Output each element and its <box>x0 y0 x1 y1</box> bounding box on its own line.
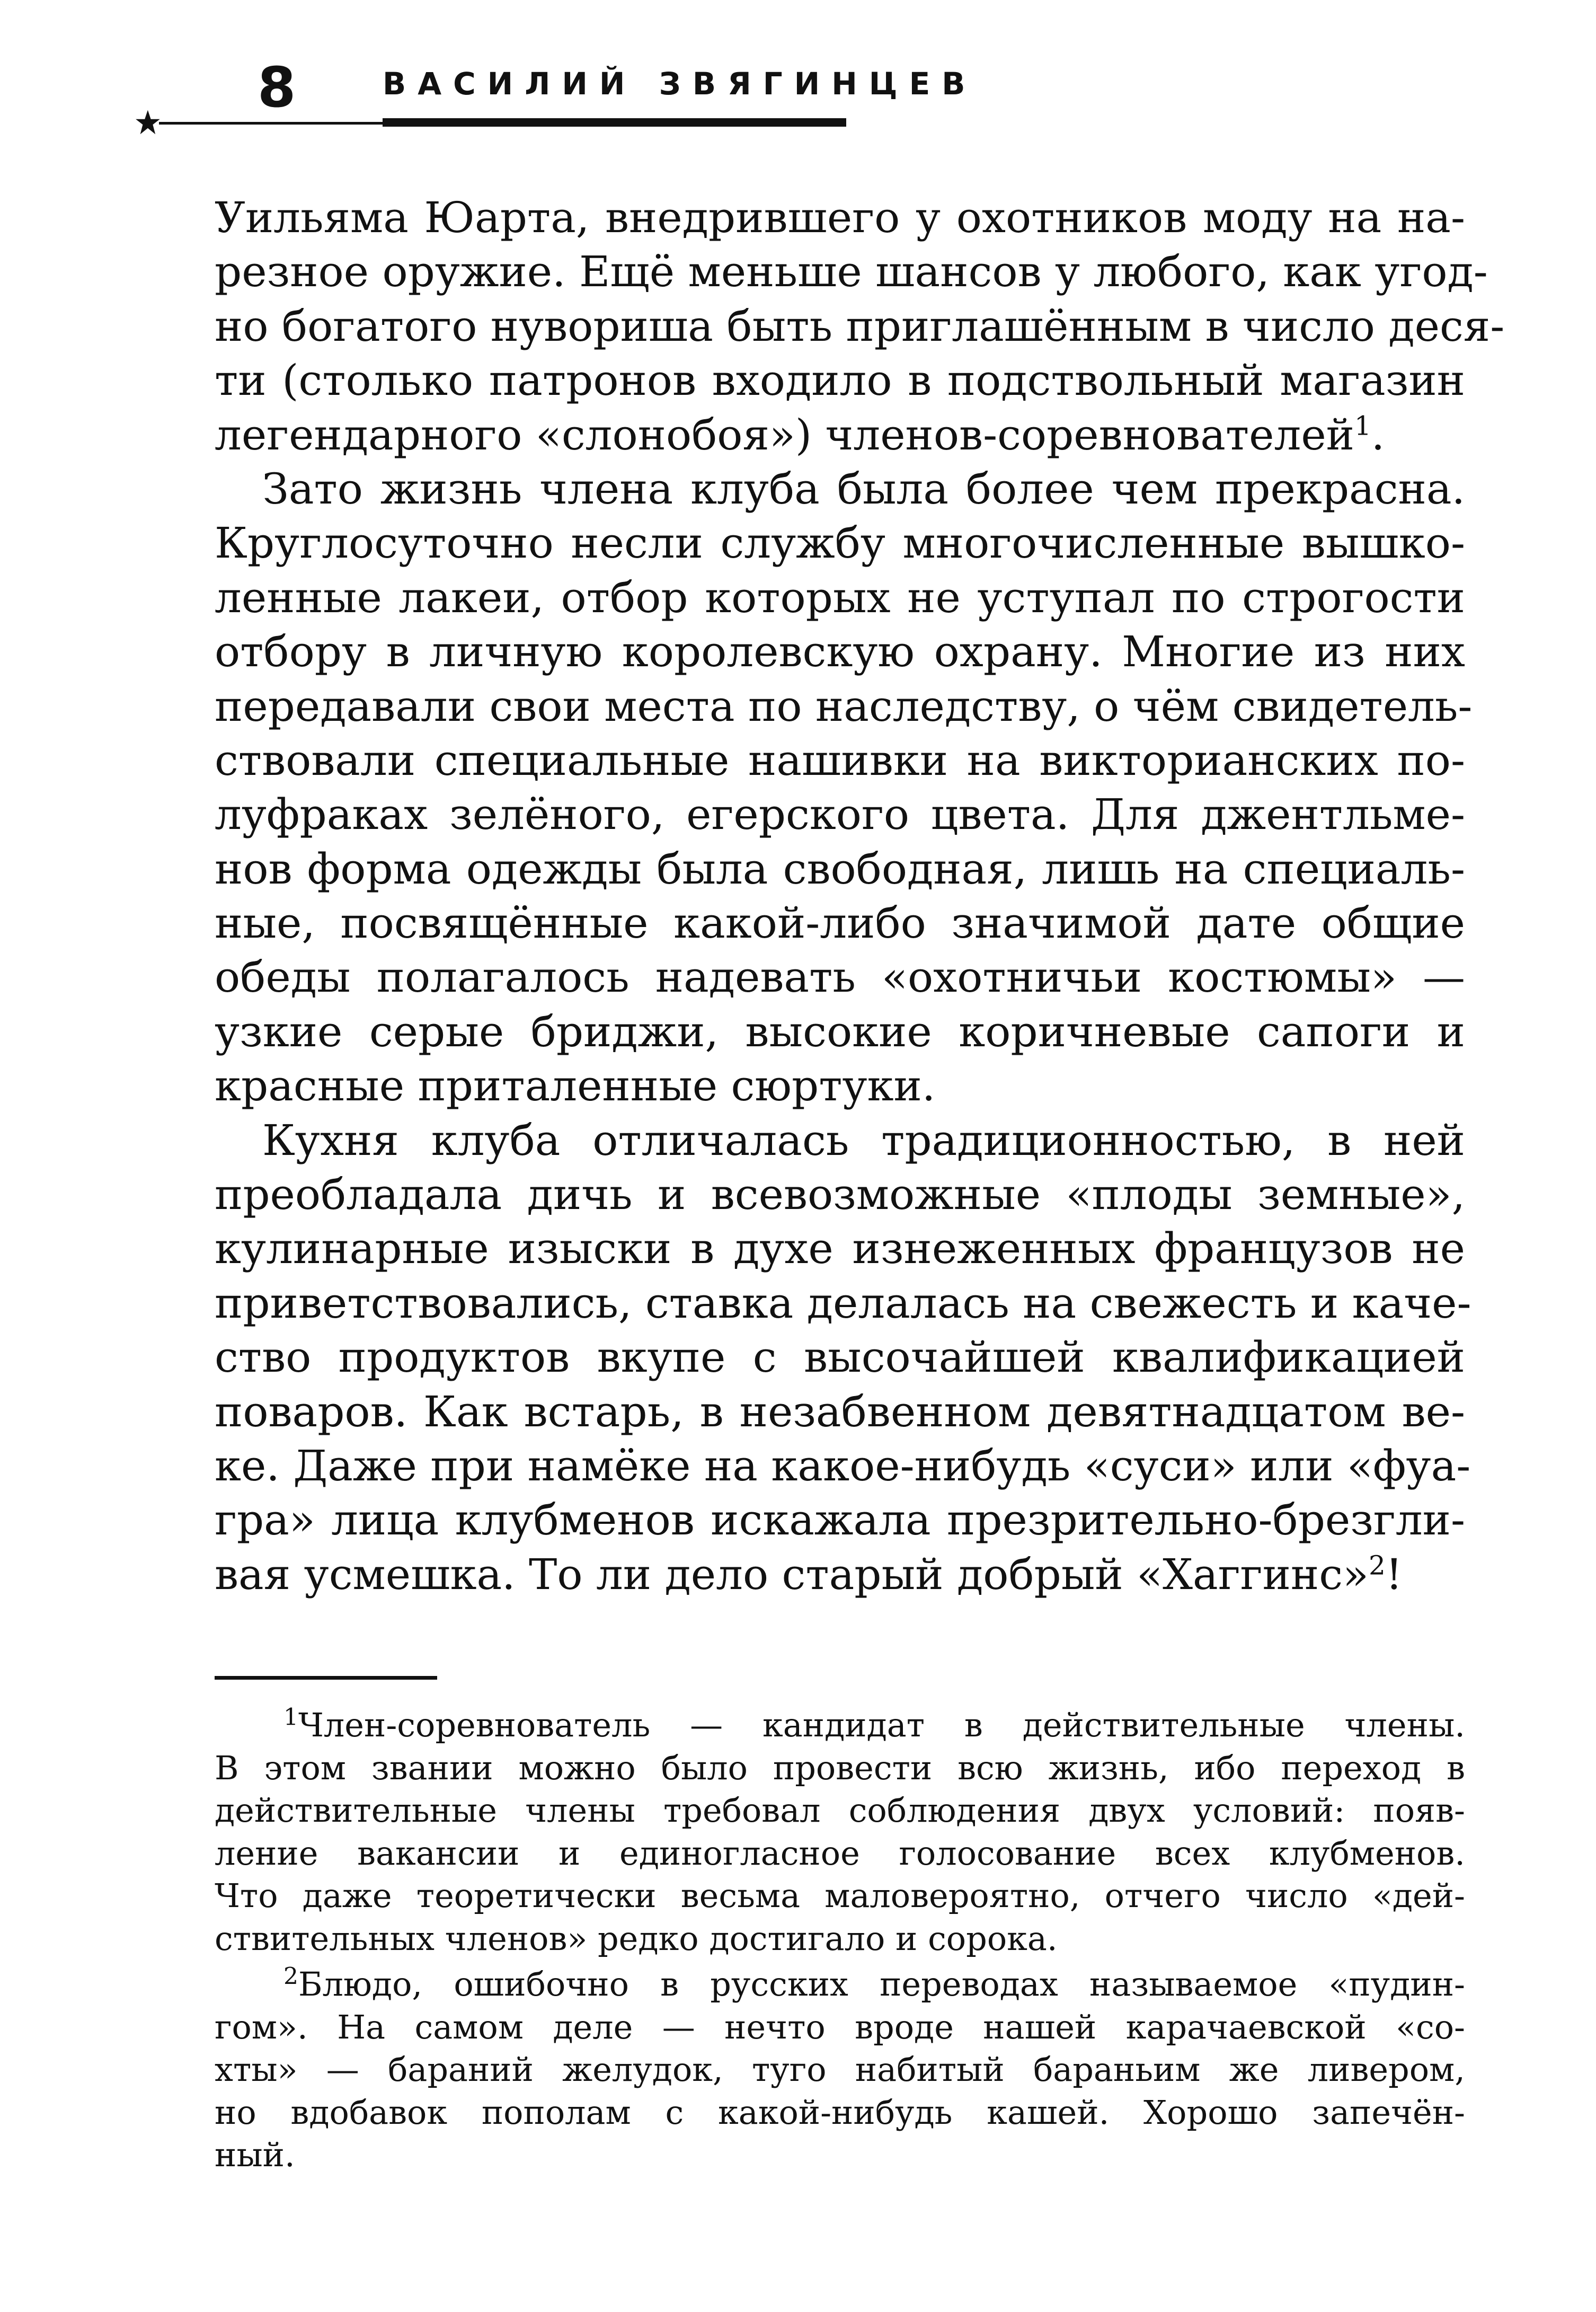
footnote-line: В этом звании можно было провести всю жизнь, ибо переход в <box>215 1748 1465 1787</box>
text-line <box>215 1548 1465 1602</box>
text-line: приветствовались, ставка делалась на свежесть и каче- <box>215 1278 1471 1328</box>
footnote-ref-1: 1 <box>1354 410 1371 441</box>
text-line: но богатого нувориша быть приглашённым в число деся- <box>215 301 1505 351</box>
text-line: Зато жизнь члена клуба была более чем прекрасна. <box>262 464 1465 514</box>
text-line: обеды полагалось надевать «охотничьи костюмы» — <box>215 952 1465 1002</box>
text-line: Кухня клуба отличалась традиционностью, в ней <box>262 1115 1465 1165</box>
footnote-rule <box>215 1676 437 1680</box>
text-line: поваров. Как встарь, в незабвенном девятнадцатом ве- <box>215 1387 1465 1436</box>
text-line <box>215 408 1465 462</box>
text-line: Уильяма Юарта, внедрившего у охотников моду на на- <box>215 193 1465 242</box>
header-rule <box>159 122 456 125</box>
footnote-line: Что даже теоретически весьма маловероятно, отчего число «дей- <box>215 1876 1465 1915</box>
text-line: узкие серые бриджи, высокие коричневые сапоги и <box>215 1007 1465 1056</box>
text-line: ство продуктов вкупе с высочайшей квалификацией <box>215 1333 1465 1382</box>
footnote-1 <box>215 1704 1465 1960</box>
text-line: ствовали специальные нашивки на викторианских по- <box>215 735 1465 785</box>
text-line: красные приталенные сюртуки. <box>215 1061 936 1111</box>
running-head-author: ВАСИЛИЙ ЗВЯГИНЦЕВ <box>383 66 977 102</box>
text-line: нов форма одежды была свободная, лишь на специаль- <box>215 844 1465 894</box>
footnote-line-content: Член-соревнователь — кандидат в действительные члены. <box>298 1706 1465 1744</box>
body-text <box>215 191 1505 1602</box>
star-icon <box>136 110 160 135</box>
text-line: резное оружие. Ещё меньше шансов у любого, как угод- <box>215 247 1488 297</box>
footnote-line-content: Блюдо, ошибочно в русских переводах называемое «пудин- <box>298 1965 1465 2004</box>
footnote-line: хты» — бараний желудок, туго набитый бараньим же ливером, <box>215 2050 1465 2089</box>
page-number: 8 <box>258 55 296 120</box>
footnote-line: ствительных членов» редко достигало и сорока. <box>215 1919 1058 1958</box>
footnote-line: ный. <box>215 2135 295 2174</box>
text-line: ти (столько патронов входило в подствольный магазин <box>215 356 1465 405</box>
paragraph-2 <box>215 462 1473 1114</box>
text-line-content: легендарного «слонобоя») членов-соревнователей <box>215 410 1354 460</box>
text-line: отбору в личную королевскую охрану. Многие из них <box>215 627 1465 677</box>
star-rule <box>132 106 461 143</box>
text-line-tail: . <box>1371 410 1385 460</box>
footnotes <box>215 1704 1465 2177</box>
footnote-line: но вдобавок пополам с какой-нибудь кашей. Хорошо запечён- <box>215 2093 1465 2132</box>
footnote-line <box>215 1704 1465 1747</box>
text-line: Круглосуточно несли службу многочисленные вышко- <box>215 518 1465 568</box>
footnote-2 <box>215 1963 1465 2177</box>
footnote-line: гом». На самом деле — нечто вроде нашей карачаевской «со- <box>215 2007 1465 2046</box>
paragraph-3 <box>215 1114 1471 1602</box>
text-line: преобладала дичь и всевозможные «плоды земные», <box>215 1170 1465 1220</box>
footnote-ref-2: 2 <box>1368 1550 1386 1581</box>
text-line: ные, посвящённые какой-либо значимой дате общие <box>215 898 1465 948</box>
text-line-tail: ! <box>1385 1549 1403 1599</box>
footnote-line <box>215 1963 1465 2006</box>
text-line: луфраках зелёного, егерского цвета. Для джентльме- <box>215 790 1465 840</box>
text-line: кулинарные изыски в духе изнеженных французов не <box>215 1224 1465 1274</box>
footnote-line: действительные члены требовал соблюдения двух условий: появ- <box>215 1791 1465 1830</box>
text-line: ленные лакеи, отбор которых не уступал по строгости <box>215 572 1465 622</box>
text-line-content: вая усмешка. То ли дело старый добрый «Хаггинс» <box>215 1549 1369 1599</box>
paragraph-1 <box>215 191 1505 462</box>
text-line: передавали свои места по наследству, о чём свидетель- <box>215 681 1473 731</box>
text-line: гра» лица клубменов искажала презрительно-брезгли- <box>215 1495 1465 1545</box>
footnote-marker-2: 2 <box>283 1963 298 1990</box>
footnote-marker-1: 1 <box>283 1704 298 1731</box>
footnote-line: ление вакансии и единогласное голосование всех клубменов. <box>215 1833 1465 1873</box>
text-line: ке. Даже при намёке на какое-нибудь «суси» или «фуа- <box>215 1441 1471 1490</box>
